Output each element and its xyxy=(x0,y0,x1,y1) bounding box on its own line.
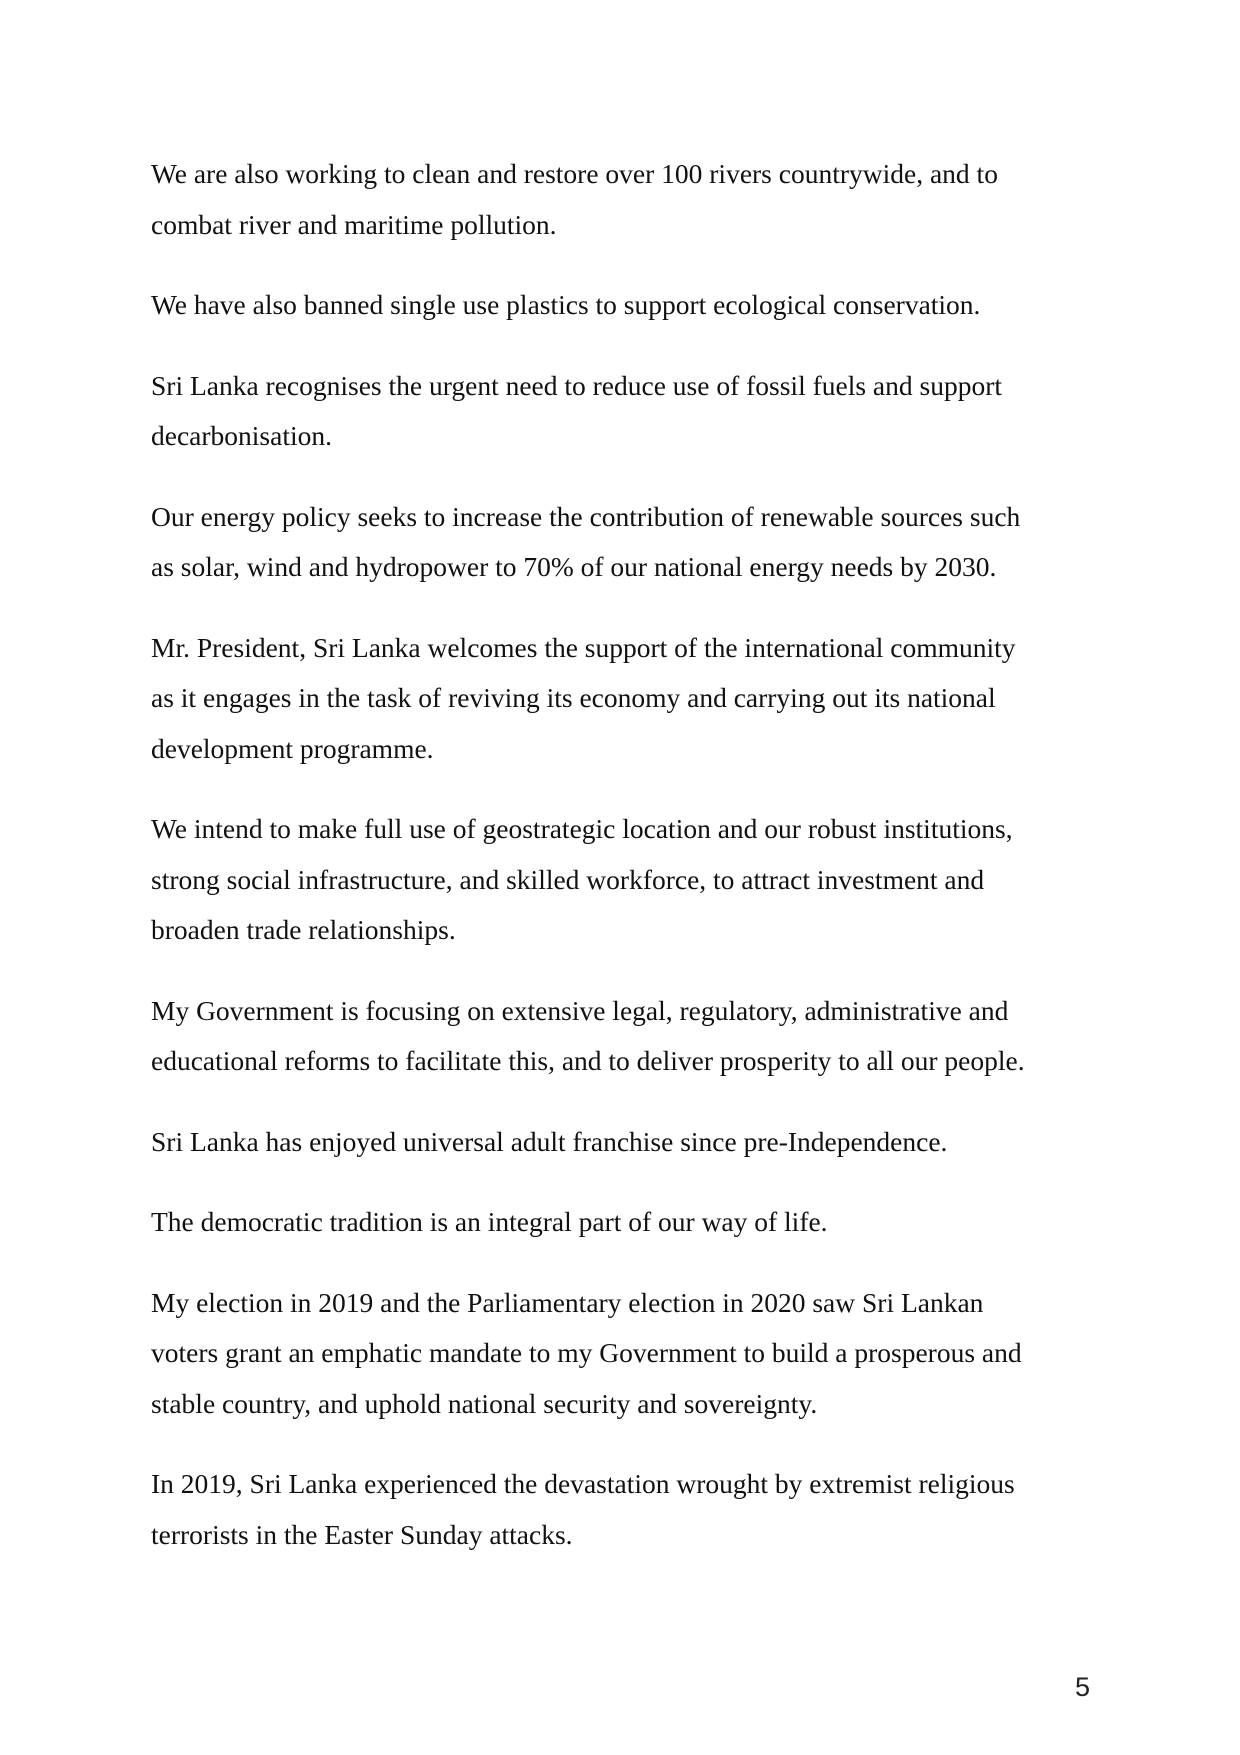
text-line: combat river and maritime pollution. xyxy=(151,208,557,240)
text-line: as solar, wind and hydropower to 70% of our national energy needs by 2030. xyxy=(151,551,997,582)
text-line: My election in 2019 and the Parliamentary election in 2020 saw Sri Lankan xyxy=(151,1286,984,1318)
text-line: voters grant an emphatic mandate to my Government to build a prosperous and xyxy=(151,1337,1022,1368)
body-text xyxy=(151,149,1091,1590)
text-line: Mr. President, Sri Lanka welcomes the support of the international community xyxy=(151,631,1016,663)
paragraph xyxy=(151,280,1091,331)
text-line: decarbonisation. xyxy=(151,420,332,451)
text-line: We have also banned single use plastics to support ecological conservation. xyxy=(151,289,981,320)
text-line: My Government is focusing on extensive legal, regulatory, administrative and xyxy=(151,994,1009,1026)
paragraph xyxy=(151,986,1091,1087)
text-line: We are also working to clean and restore over 100 rivers countrywide, and to xyxy=(151,158,998,189)
page-number: 5 xyxy=(1075,1672,1091,1702)
paragraph xyxy=(151,1278,1091,1430)
paragraph xyxy=(151,1117,1091,1168)
text-line: Sri Lanka recognises the urgent need to reduce use of fossil fuels and support xyxy=(151,369,1002,401)
text-line: Sri Lanka has enjoyed universal adult franchise since pre-Independence. xyxy=(151,1125,948,1157)
text-line: development programme. xyxy=(151,732,434,764)
text-line: terrorists in the Easter Sunday attacks. xyxy=(151,1518,573,1550)
text-line: We intend to make full use of geostrategic location and our robust institutions, xyxy=(151,813,1013,844)
paragraph xyxy=(151,1459,1091,1560)
paragraph xyxy=(151,804,1091,956)
paragraph xyxy=(151,361,1091,462)
text-line: as it engages in the task of reviving its economy and carrying out its national xyxy=(151,682,996,713)
paragraph xyxy=(151,623,1091,775)
text-line: stable country, and uphold national security and sovereignty. xyxy=(151,1387,818,1419)
text-line: strong social infrastructure, and skilled workforce, to attract investment and xyxy=(151,863,985,895)
text-line: Our energy policy seeks to increase the contribution of renewable sources such xyxy=(151,500,1021,532)
text-line: broaden trade relationships. xyxy=(151,914,456,945)
text-line: The democratic tradition is an integral part of our way of life. xyxy=(151,1206,828,1237)
paragraph xyxy=(151,149,1091,250)
text-line: educational reforms to facilitate this, and to deliver prosperity to all our people. xyxy=(151,1045,1025,1076)
text-line: In 2019, Sri Lanka experienced the devastation wrought by extremist religious xyxy=(151,1468,1015,1499)
paragraph xyxy=(151,492,1091,593)
paragraph xyxy=(151,1197,1091,1248)
